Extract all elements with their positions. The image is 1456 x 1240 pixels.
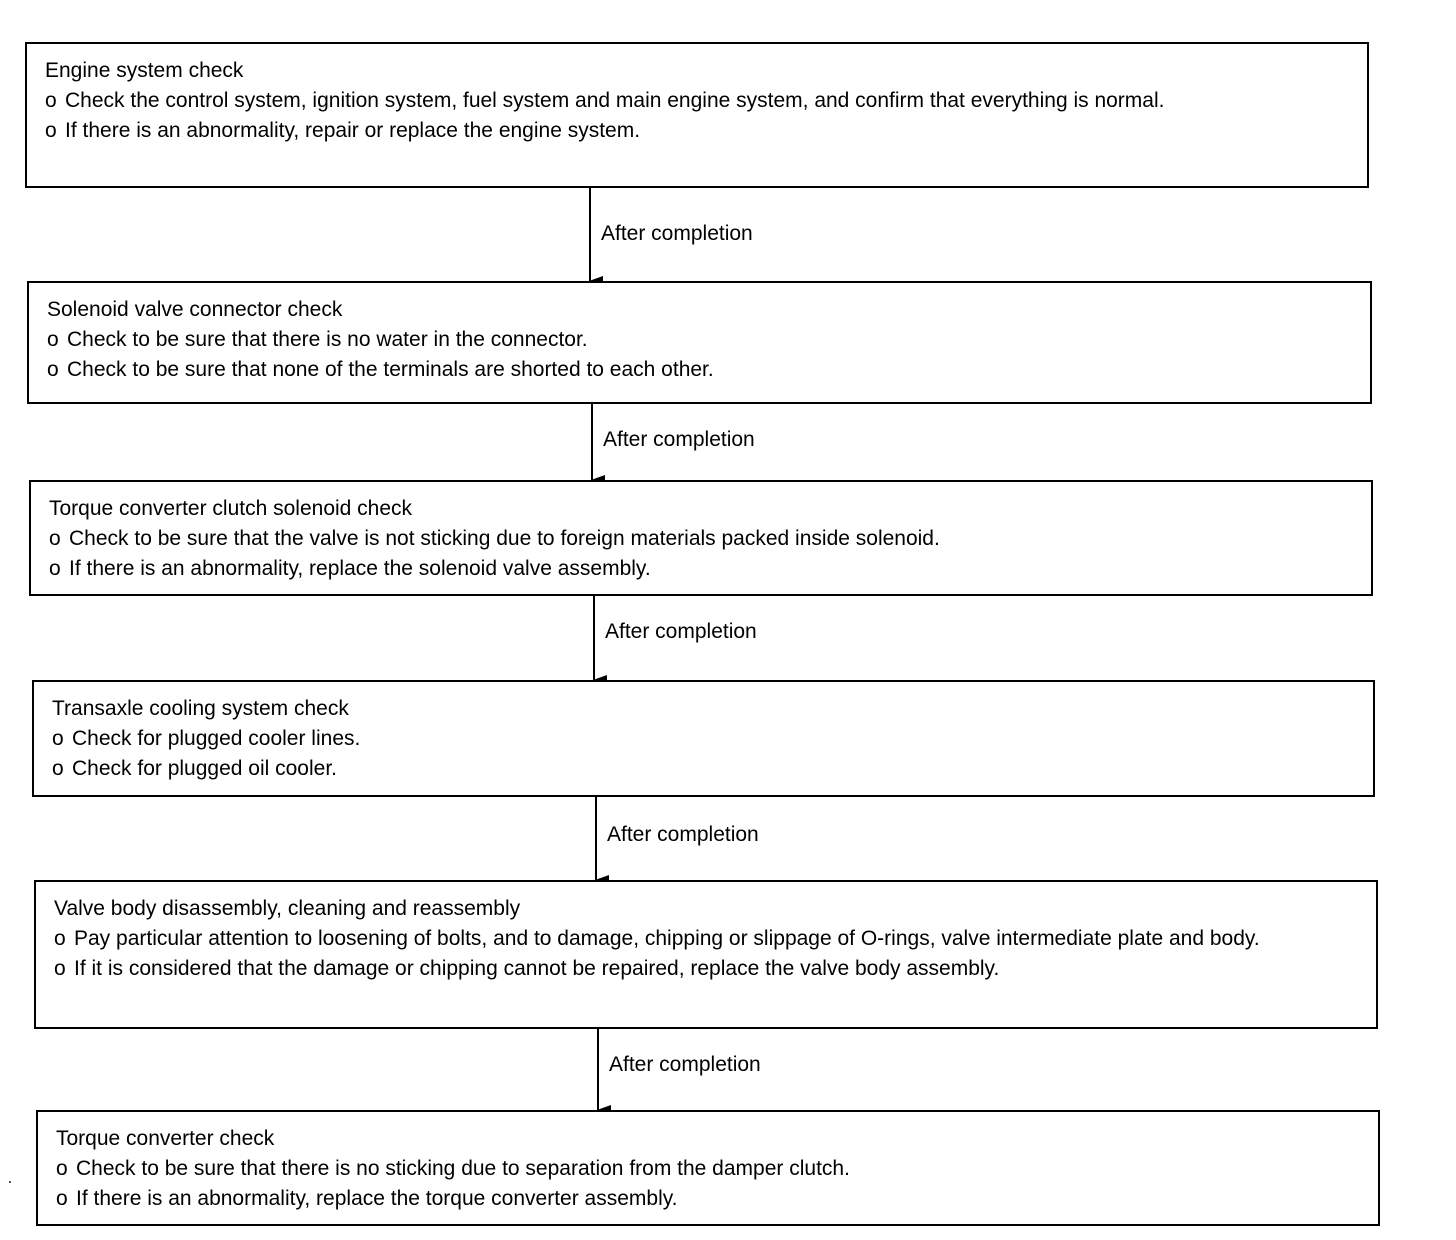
bullet-marker: o bbox=[56, 1187, 68, 1210]
step-title: Torque converter clutch solenoid check bbox=[49, 497, 413, 520]
step-box-torque-converter-clutch-solenoid-check bbox=[29, 480, 1373, 596]
step-title: Engine system check bbox=[45, 59, 244, 82]
step-item bbox=[49, 524, 1353, 554]
step-title: Torque converter check bbox=[56, 1127, 275, 1150]
bullet-marker: o bbox=[56, 1157, 68, 1180]
connector-label: After completion bbox=[607, 823, 759, 846]
bullet-marker: o bbox=[49, 527, 61, 550]
bullet-marker: o bbox=[54, 957, 66, 980]
step-item-text: If there is an abnormality, replace the solenoid valve assembly. bbox=[69, 557, 651, 580]
connector-label: After completion bbox=[609, 1053, 761, 1076]
step-item-text: Pay particular attention to loosening of bolts, and to damage, chipping or slippage of O-rings, valve intermediate plate and body. bbox=[74, 927, 1260, 950]
bullet-marker: o bbox=[45, 89, 57, 112]
step-title: Solenoid valve connector check bbox=[47, 298, 343, 321]
bullet-marker: o bbox=[45, 119, 57, 142]
bullet-marker: o bbox=[52, 727, 64, 750]
step-box-valve-body-disassembly bbox=[34, 880, 1378, 1029]
step-item bbox=[54, 924, 1358, 954]
step-box-transaxle-cooling-system-check bbox=[32, 680, 1375, 797]
bullet-marker: o bbox=[47, 358, 59, 381]
connector-label: After completion bbox=[605, 620, 757, 643]
step-title: Transaxle cooling system check bbox=[52, 697, 349, 720]
step-title: Valve body disassembly, cleaning and reassembly bbox=[54, 897, 521, 920]
bullet-marker: o bbox=[54, 927, 66, 950]
step-item bbox=[56, 1184, 1360, 1214]
step-item-text: Check the control system, ignition system, fuel system and main engine system, and confirm that everything is normal. bbox=[65, 89, 1165, 112]
step-item-text: Check for plugged oil cooler. bbox=[72, 757, 337, 780]
step-item bbox=[52, 724, 1355, 754]
connector-label: After completion bbox=[603, 428, 755, 451]
step-item-text: Check to be sure that there is no water in the connector. bbox=[67, 328, 588, 351]
step-item bbox=[47, 325, 1352, 355]
step-item bbox=[56, 1154, 1360, 1184]
step-item-text: If there is an abnormality, replace the torque converter assembly. bbox=[76, 1187, 678, 1210]
step-item bbox=[49, 554, 1353, 584]
step-item-text: Check to be sure that the valve is not sticking due to foreign materials packed inside solenoid. bbox=[69, 527, 940, 550]
bullet-marker: o bbox=[49, 557, 61, 580]
step-item bbox=[45, 116, 1349, 146]
step-box-torque-converter-check bbox=[36, 1110, 1380, 1226]
step-item-text: If there is an abnormality, repair or replace the engine system. bbox=[65, 119, 641, 142]
bullet-marker: o bbox=[47, 328, 59, 351]
step-item bbox=[52, 754, 1355, 784]
step-item bbox=[45, 86, 1349, 116]
step-item-text: Check to be sure that there is no sticking due to separation from the damper clutch. bbox=[76, 1157, 850, 1180]
step-item bbox=[54, 954, 1358, 984]
step-item-text: Check to be sure that none of the terminals are shorted to each other. bbox=[67, 358, 714, 381]
step-item-text: If it is considered that the damage or chipping cannot be repaired, replace the valve body assembly. bbox=[74, 957, 1000, 980]
bullet-marker: o bbox=[52, 757, 64, 780]
step-box-solenoid-valve-connector-check bbox=[27, 281, 1372, 404]
step-item bbox=[47, 355, 1352, 385]
connector-label: After completion bbox=[601, 222, 753, 245]
step-item-text: Check for plugged cooler lines. bbox=[72, 727, 361, 750]
step-box-engine-system-check bbox=[25, 42, 1369, 188]
scan-speck bbox=[9, 1181, 11, 1183]
